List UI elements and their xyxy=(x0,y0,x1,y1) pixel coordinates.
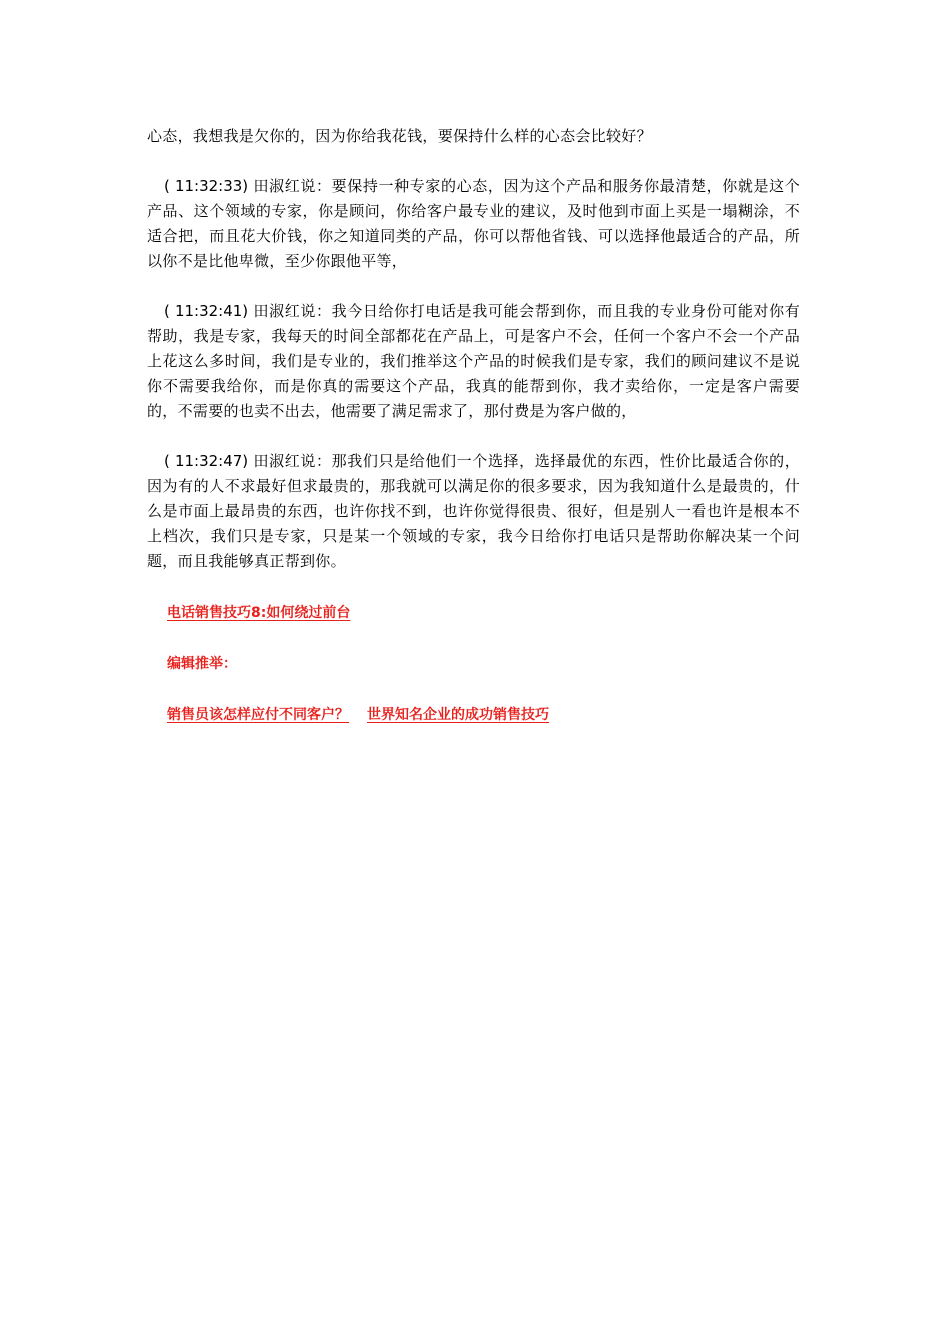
entry-timestamp: ( 11:32:47) xyxy=(164,452,249,470)
intro-paragraph: 心态，我想我是欠你的，因为你给我花钱，要保持什么样的心态会比较好？ xyxy=(147,127,652,145)
related-links xyxy=(167,701,800,728)
chat-entry xyxy=(147,299,800,424)
entry-timestamp: ( 11:32:33) xyxy=(164,177,249,195)
chat-entry xyxy=(147,174,800,274)
related-link-customers[interactable]: 销售员该怎样应付不同客户？ xyxy=(167,707,349,723)
recommend-label: 编辑推举： xyxy=(167,656,237,672)
entry-text: 田淑红说：那我们只是给他们一个选择，选择最优的东西，性价比最适合你的，因为有的人不求最好但求最贵的，那我就可以满足你的很多要求，因为我知道什么是最贵的，什么是市面上最昂贵的东西，也许你找不到，也许你觉得很贵、很好，但是别人一看也许是根本不上档次，我们只是专家，只是某一个领域的专家，我今日给你打电话只是帮助你解决某一个问题，而且我能够真正帮到你。 xyxy=(147,452,800,570)
tip-link-row xyxy=(167,599,800,626)
recommend-row xyxy=(167,650,800,677)
related-link-techniques[interactable]: 世界知名企业的成功销售技巧 xyxy=(367,707,549,723)
document-body xyxy=(147,124,800,728)
entry-text: 田淑红说：我今日给你打电话是我可能会帮到你，而且我的专业身份可能对你有帮助，我是专家，我每天的时间全部都花在产品上，可是客户不会，任何一个客户不会一个产品上花这么多时间，我们是专业的，我们推举这个产品的时候我们是专家，我们的顾问建议不是说你不需要我给你，而是你真的需要这个产品，我真的能帮到你，我才卖给你，一定是客户需要的，不需要的也卖不出去，他需要了满足需求了，那付费是为客户做的， xyxy=(147,302,800,420)
entry-timestamp: ( 11:32:41) xyxy=(164,302,249,320)
entry-text: 田淑红说：要保持一种专家的心态，因为这个产品和服务你最清楚，你就是这个产品、这个领域的专家，你是顾问，你给客户最专业的建议，及时他到市面上买是一塌糊涂，不适合把，而且花大价钱，你之知道同类的产品，你可以帮他省钱、可以选择他最适合的产品，所以你不是比他卑微，至少你跟他平等， xyxy=(147,177,800,270)
tip-link[interactable]: 电话销售技巧8:如何绕过前台 xyxy=(167,605,351,621)
chat-entry xyxy=(147,449,800,574)
